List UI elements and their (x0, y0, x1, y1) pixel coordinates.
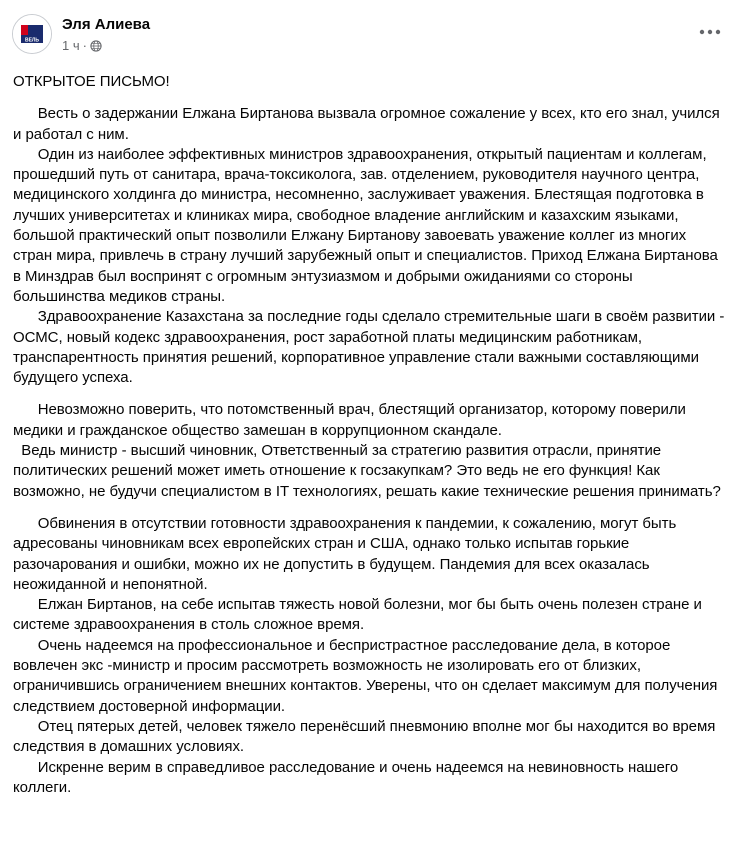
paragraph: Невозможно поверить, что потомственный врач, блестящий организатор, которому поверили медики и гражданское общество замешан в коррупционном скандале. (13, 401, 690, 439)
paragraph: Здравоохранение Казахстана за последние годы сделало стремительные шаги в своём развитии - ОСМС, новый кодекс здравоохранения, рост заработной платы медицинским работникам, транспарентность принятия решений, корпоративное управление стали важными составляющими будущего успеха. (13, 308, 729, 387)
spacer (13, 92, 725, 104)
avatar-logo-icon (13, 15, 51, 53)
author-name[interactable]: Эля Алиева (62, 16, 151, 33)
paragraph: Ведь министр - высший чиновник, Ответственный за стратегию развития отрасли, принятие политических решений может иметь отношение к госзакупкам? Это ведь не его функция! Как возможно, не будучи специалистом в IT технологиях, решать какие технические решения принимать? (13, 442, 721, 500)
paragraph: Весть о задержании Елжана Биртанова вызвала огромное сожаление у всех, кто его знал, учился и работал с ним. (13, 105, 724, 143)
meta-separator: · (82, 38, 87, 53)
post-title: ОТКРЫТОЕ ПИСЬМО! (13, 73, 170, 90)
globe-icon[interactable] (90, 40, 102, 52)
more-options-button[interactable] (692, 14, 728, 50)
avatar-logo-text: ВЕЛЬ (24, 37, 40, 44)
avatar[interactable] (12, 14, 52, 54)
post-content (13, 72, 729, 798)
spacer (13, 502, 725, 514)
spacer (13, 388, 725, 400)
paragraph: Искренне верим в справедливое расследование и очень надеемся на невиновность нашего коллеги. (13, 758, 683, 796)
author-block (62, 15, 150, 54)
paragraph: Один из наиболее эффективных министров здравоохранения, открытый пациентам и коллегам, прошедший путь от санитара, врача-токсиколога, зав. отделением, руководителя научного центра, медицинского холдинга до министра, несомненно, заслуживает уважения. Блестящая подготовка в лучших университетах и клиниках мира, свободное владение английским и казахским языками, большой практический опыт позволили Елжану Биртанову завоевать уважение коллег из многих стран мира, привлечь в страну лучший зарубежный опыт и специалистов. Приход Елжана Биртанова в Минздрав был воспринят с огромным энтузиазмом и добрыми ожиданиями со стороны большинства медиков страны. (13, 145, 722, 305)
paragraph: Отец пятерых детей, человек тяжело перенёсший пневмонию вполне мог бы находится во время следствия в домашних условиях. (13, 717, 720, 756)
paragraph: Елжан Биртанов, на себе испытав тяжесть новой болезни, мог бы быть очень полезен стране и системе здравоохранения в столь сложное время. (13, 596, 706, 634)
post-time[interactable]: 1 ч (62, 38, 80, 53)
paragraph: Очень надеемся на профессиональное и беспристрастное расследование дела, в которое вовлечен экс -министр и просим рассмотреть возможность не изолировать его от близких, ограничившись ограничением внешних контактов. Уверены, что он сделает максимум для получения следствием достоверной информации. (13, 636, 722, 715)
more-horizontal-icon (699, 29, 721, 35)
post-meta (62, 38, 150, 54)
paragraph: Обвинения в отсутствии готовности здравоохранения к пандемии, к сожалению, могут быть адресованы чиновникам всех европейских стран и США, однако только испытав горькие разочарования и ошибки, можно их не допустить в будущем. Пандемия для всех оказалась неожиданной и непонятной. (13, 514, 681, 593)
post-header (12, 14, 728, 58)
